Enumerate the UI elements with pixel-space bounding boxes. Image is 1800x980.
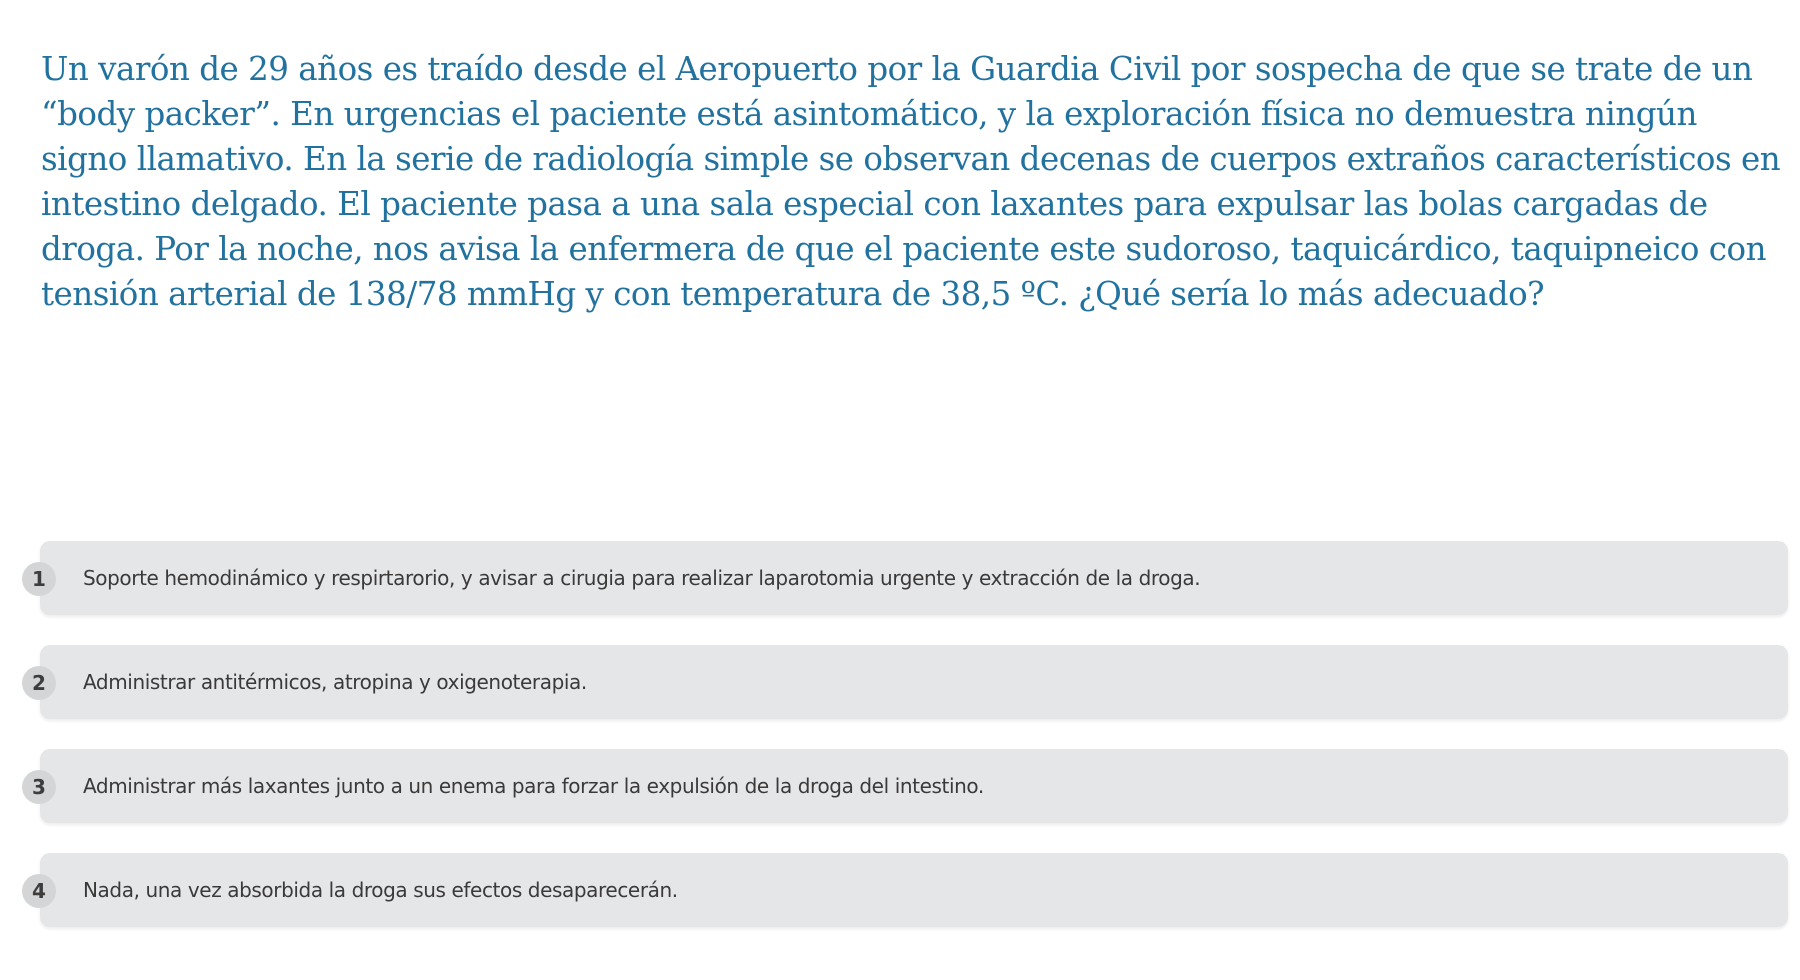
answer-option-3-text: Administrar más laxantes junto a un enema para forzar la expulsión de la droga del intestino. <box>83 774 984 798</box>
answer-option-2-text: Administrar antitérmicos, atropina y oxigenoterapia. <box>83 670 587 694</box>
answer-option-1[interactable] <box>22 541 1788 615</box>
answer-option-2-number: 2 <box>22 666 56 700</box>
answer-option-1-number: 1 <box>22 562 56 596</box>
answer-option-4[interactable] <box>22 853 1788 927</box>
answer-option-4-text: Nada, una vez absorbida la droga sus efectos desaparecerán. <box>83 878 678 902</box>
answer-option-3[interactable] <box>22 749 1788 823</box>
answer-option-4-number: 4 <box>22 874 56 908</box>
answer-option-3-number: 3 <box>22 770 56 804</box>
answer-options-list <box>22 541 1788 957</box>
answer-option-1-text: Soporte hemodinámico y respirtarorio, y avisar a cirugia para realizar laparotomia urgente y extracción de la droga. <box>83 566 1201 590</box>
answer-option-2[interactable] <box>22 645 1788 719</box>
question-text: Un varón de 29 años es traído desde el Aeropuerto por la Guardia Civil por sospecha de que se trate de un “body packer”. En urgencias el paciente está asintomático, y la exploración física no demuestra ningún signo llamativo. En la serie de radiología simple se observan decenas de cuerpos extraños característicos en intestino delgado. El paciente pasa a una sala especial con laxantes para expulsar las bolas cargadas de droga. Por la noche, nos avisa la enfermera de que el paciente este sudoroso, taquicárdico, taquipneico con tensión arterial de 138/78 mmHg y con temperatura de 38,5 ºC. ¿Qué sería lo más adecuado? <box>41 50 1781 313</box>
